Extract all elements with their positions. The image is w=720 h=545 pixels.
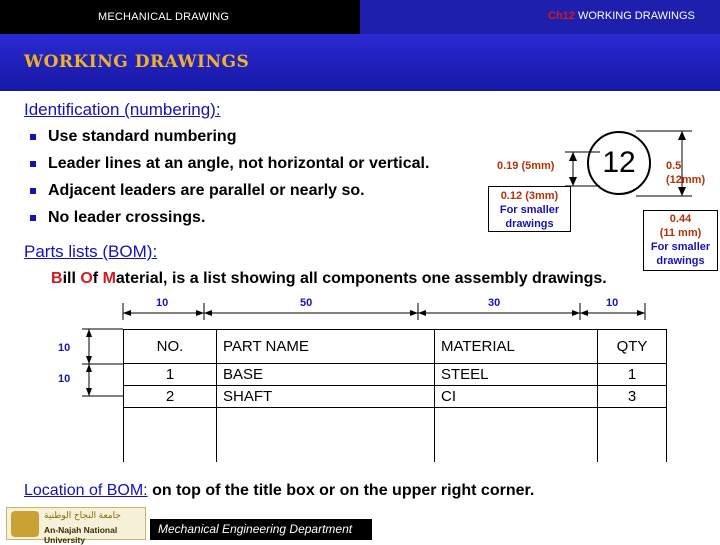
- dim-line-text: 0.5: [666, 160, 682, 172]
- arrow-down-icon: [86, 388, 92, 396]
- arrow-left-icon: [418, 310, 426, 316]
- cell-part-name: BASE: [217, 364, 435, 386]
- chapter-title: WORKING DRAWINGS: [577, 10, 695, 22]
- definition-text: ill: [62, 270, 81, 287]
- small-balloon-note: [488, 186, 571, 232]
- bullet-item: No leader crossings.: [30, 208, 429, 235]
- bullet-item: Leader lines at an angle, not horizontal or vertical.: [30, 154, 429, 181]
- item-balloon: [587, 131, 651, 195]
- chapter-number: Ch12: [548, 10, 575, 22]
- location-text: on top of the title box or on the upper right corner.: [147, 482, 535, 499]
- definition-text: aterial, is a list showing all components one assembly drawings.: [115, 270, 607, 287]
- col-dim-label: 50: [300, 297, 313, 309]
- cell-material: STEEL: [435, 364, 598, 386]
- slide-title: WORKING DRAWINGS: [24, 52, 250, 72]
- acronym-letter: B: [51, 270, 63, 287]
- arrow-left-icon: [204, 310, 212, 316]
- empty-cell: [124, 408, 217, 463]
- table-header-row: [124, 330, 667, 364]
- acronym-letter: O: [80, 270, 93, 287]
- bom-table: [123, 329, 667, 462]
- bullet-item: Use standard numbering: [30, 127, 429, 154]
- cell-qty: 3: [598, 386, 667, 408]
- balloon-right-dim-label: [666, 159, 705, 187]
- university-logo: [6, 507, 146, 545]
- note-line: 0.12 (3mm): [500, 190, 559, 202]
- row-dim-label: 10: [58, 373, 71, 385]
- large-balloon-note: [643, 210, 718, 271]
- header-qty: QTY: [598, 330, 667, 364]
- arrow-right-icon: [196, 310, 204, 316]
- location-lead: Location of BOM:: [24, 482, 148, 499]
- col-dim-label: 10: [606, 297, 619, 309]
- cell-part-name: SHAFT: [217, 386, 435, 408]
- arrow-up-icon: [86, 329, 92, 337]
- row-dim-label: 10: [58, 342, 71, 354]
- balloon-left-dim-label: 0.19 (5mm): [497, 160, 555, 172]
- bom-definition: [51, 270, 607, 288]
- note-line: For smaller: [499, 204, 560, 216]
- header-no: NO.: [124, 330, 217, 364]
- cell-no: 1: [124, 364, 217, 386]
- col-dim-label: 10: [156, 297, 169, 309]
- parts-list-heading: Parts lists (BOM):: [24, 242, 158, 261]
- footer-spacer: [372, 519, 720, 540]
- arrow-down-icon: [86, 356, 92, 364]
- arrow-up-icon: [86, 364, 92, 372]
- definition-text: f: [92, 270, 103, 287]
- note-line: For smaller: [650, 241, 711, 253]
- arrow-left-icon: [123, 310, 131, 316]
- arrow-right-icon: [637, 310, 645, 316]
- acronym-letter: M: [102, 270, 116, 287]
- cell-qty: 1: [598, 364, 667, 386]
- col-dim-label: 30: [488, 297, 501, 309]
- empty-cell: [598, 408, 667, 463]
- header-material: MATERIAL: [435, 330, 598, 364]
- identification-heading: Identification (numbering):: [24, 100, 221, 119]
- arrow-down-icon: [678, 187, 686, 196]
- note-line: (11 mm): [659, 227, 702, 239]
- cell-material: CI: [435, 386, 598, 408]
- note-line: drawings: [656, 255, 705, 267]
- dim-line-text: (12mm): [666, 174, 706, 186]
- department-name: Mechanical Engineering Department: [150, 519, 372, 540]
- bom-location-note: [24, 482, 534, 500]
- arrow-left-icon: [580, 310, 588, 316]
- arrow-right-icon: [410, 310, 418, 316]
- empty-cell: [435, 408, 598, 463]
- table-row: [124, 364, 667, 386]
- footer: [0, 510, 720, 545]
- note-line: drawings: [505, 218, 554, 230]
- arrow-up-icon: [569, 152, 577, 161]
- course-title: MECHANICAL DRAWING: [98, 11, 230, 23]
- university-emblem-icon: [11, 511, 39, 537]
- table-row-empty: [124, 408, 667, 463]
- university-name-en: An-Najah National University: [44, 525, 118, 545]
- table-row: [124, 386, 667, 408]
- arrow-right-icon: [572, 310, 580, 316]
- university-name-ar: جامعة النجاح الوطنية: [44, 510, 121, 520]
- note-line: 0.44: [669, 213, 692, 225]
- header-part-name: PART NAME: [217, 330, 435, 364]
- empty-cell: [217, 408, 435, 463]
- arrow-up-icon: [678, 131, 686, 140]
- cell-no: 2: [124, 386, 217, 408]
- arrow-down-icon: [569, 177, 577, 186]
- bullet-item: Adjacent leaders are parallel or nearly so.: [30, 181, 429, 208]
- balloon-number: 12: [602, 146, 636, 179]
